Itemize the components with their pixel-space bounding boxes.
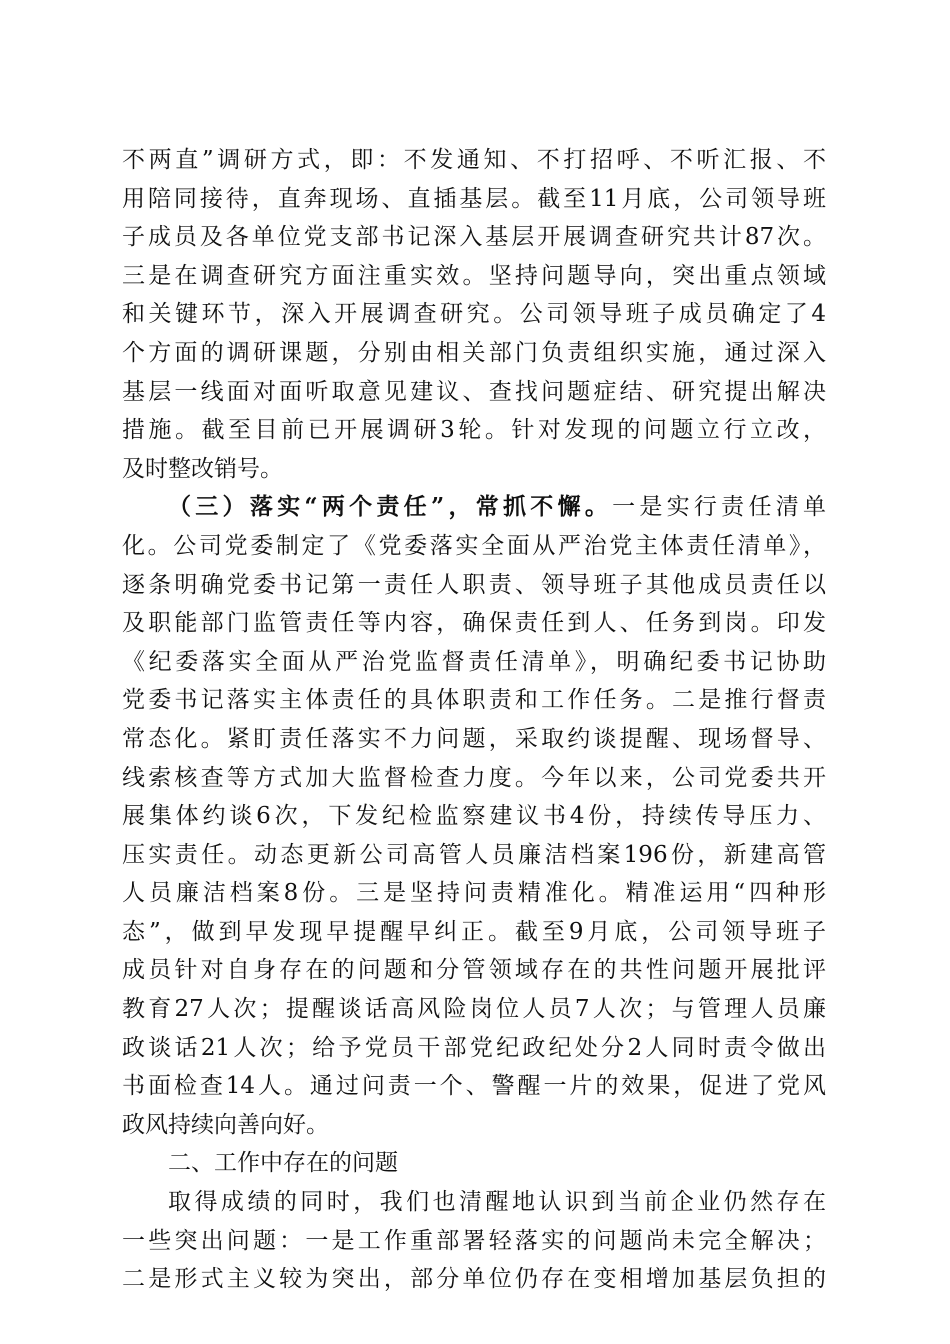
paragraph-line: 及职能部门监管责任等内容，确保责任到人、任务到岗。印发 [122, 610, 826, 637]
paragraph-line: 用陪同接待，直奔现场、直插基层。截至11月底，公司领导班 [122, 185, 826, 212]
paragraph-line: 化。公司党委制定了《党委落实全面从严治党主体责任清单》， [122, 532, 826, 559]
paragraph-line: 教育27人次；提醒谈话高风险岗位人员7人次；与管理人员廉 [122, 996, 826, 1023]
paragraph-line: 政谈话21人次；给予党员干部党纪政纪处分2人同时责令做出 [122, 1034, 826, 1061]
paragraph-line: 人员廉洁档案8份。三是坚持问责精准化。精准运用“四种形 [122, 880, 826, 907]
paragraph-line: 线索核查等方式加大监督检查力度。今年以来，公司党委共开 [122, 764, 826, 791]
paragraph-line: 展集体约谈6次，下发纪检监察建议书4份，持续传导压力、 [122, 803, 826, 830]
subsection-heading: （三）落实“两个责任”，常抓不懈。 [168, 493, 613, 521]
paragraph-line: 政风持续向善向好。 [122, 1111, 329, 1138]
section-heading-line [122, 488, 826, 527]
paragraph-line: 个方面的调研课题，分别由相关部门负责组织实施，通过深入 [122, 339, 826, 366]
paragraph-line: 逐条明确党委书记第一责任人职责、领导班子其他成员责任以 [122, 571, 826, 598]
paragraph-line: 不两直”调研方式，即：不发通知、不打招呼、不听汇报、不 [122, 147, 826, 173]
paragraph-line: 成员针对自身存在的问题和分管领域存在的共性问题开展批评 [122, 957, 826, 984]
paragraph-text: 一是实行责任清单 [612, 494, 826, 521]
paragraph-line: 子成员及各单位党支部书记深入基层开展调查研究共计87次。 [122, 224, 826, 251]
paragraph-line: 常态化。紧盯责任落实不力问题，采取约谈提醒、现场督导、 [122, 725, 826, 752]
paragraph-line: 态”，做到早发现早提醒早纠正。截至9月底，公司领导班子 [122, 918, 826, 945]
paragraph-line: 一些突出问题：一是工作重部署轻落实的问题尚未完全解决； [122, 1227, 826, 1254]
paragraph-line: 及时整改销号。 [122, 455, 283, 482]
paragraph-line: 二是形式主义较为突出，部分单位仍存在变相增加基层负担的 [122, 1266, 826, 1293]
paragraph-line: 基层一线面对面听取意见建议、查找问题症结、研究提出解决 [122, 378, 826, 405]
paragraph-line: 党委书记落实主体责任的具体职责和工作任务。二是推行督责 [122, 687, 826, 714]
paragraph-line: 三是在调查研究方面注重实效。坚持问题导向，突出重点领域 [122, 262, 826, 289]
paragraph-line: 书面检查14人。通过问责一个、警醒一片的效果，促进了党风 [122, 1073, 826, 1100]
paragraph-line: 压实责任。动态更新公司高管人员廉洁档案196份，新建高管 [122, 841, 826, 868]
paragraph-line: 和关键环节，深入开展调查研究。公司领导班子成员确定了4 [122, 301, 826, 328]
section-heading: 二、工作中存在的问题 [168, 1150, 398, 1177]
document-body [122, 141, 826, 1299]
paragraph-line: 《纪委落实全面从严治党监督责任清单》，明确纪委书记协助 [122, 648, 826, 675]
paragraph-line: 措施。截至目前已开展调研3轮。针对发现的问题立行立改， [122, 417, 826, 444]
paragraph-line: 取得成绩的同时，我们也清醒地认识到当前企业仍然存在 [168, 1189, 826, 1216]
